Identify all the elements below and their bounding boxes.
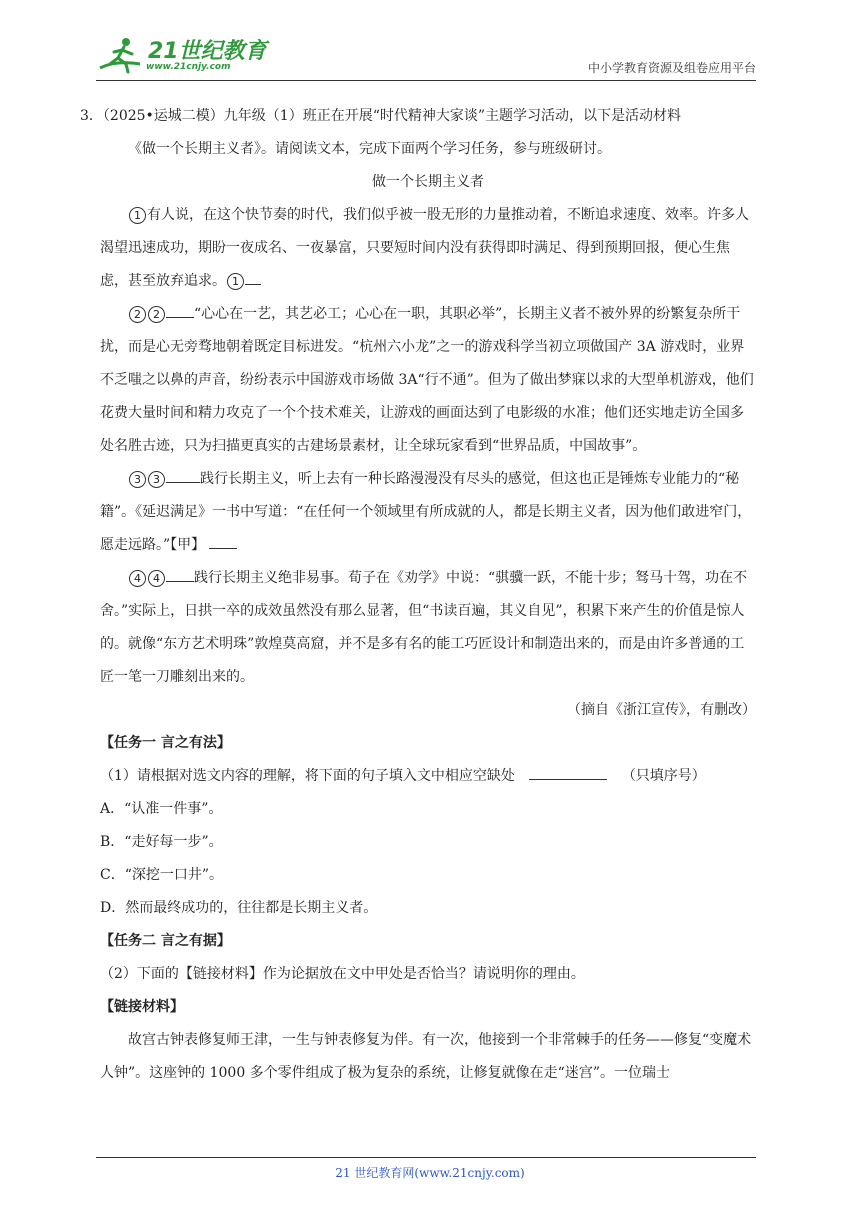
task-2-title: 【任务二 言之有据】: [100, 933, 231, 949]
link-material-title: 【链接材料】: [100, 999, 184, 1015]
answer-blank: [529, 765, 607, 780]
paragraph-2: [100, 298, 756, 463]
question-1-text: （1）请根据对选文内容的理解，将下面的句子填入文中相应空缺处: [100, 768, 515, 784]
paragraph-number: 1: [129, 207, 146, 224]
paragraph-text: 践行长期主义，听上去有一种长路漫漫没有尽头的感觉，但这也正是锤炼专业能力的“秘籍”。《延迟满足》一书中写道：“在任何一个领域里有所成就的人，都是长期主义者，因为他们敢进窄门，愿走远路。”: [100, 471, 752, 553]
answer-blank: [209, 534, 237, 549]
source-note: （摘自《浙江宣传》，有删改）: [567, 702, 756, 718]
option-d: D．然而最终成功的，往往都是长期主义者。: [100, 900, 378, 916]
paragraph-text: “心心在一艺，其艺必工；心心在一职，其职必举”，长期主义者不被外界的纷繁复杂所干扰，而是心无旁骛地朝着既定目标进发。“杭州六小龙”之一的游戏科学当初立项做国产 3A 游戏时，业界不乏嗤之以鼻的声音，纷纷表示中国游戏市场做 3A“行不通”。但为了做出梦寐以求的大型单机游戏，他们花费大量时间和精力攻克了一个个技术难关，让游戏的画面达到了电影级的水准；他们还实地走访全国多处名胜古迹，只为扫描更真实的古建场景素材，让全球玩家看到“世界品质，中国故事”。: [100, 306, 754, 454]
paragraph-4: [100, 562, 756, 694]
question-content: [80, 100, 756, 1090]
question-1-suffix: （只填序号）: [621, 768, 706, 784]
option-a: A．“认准一件事”。: [100, 801, 223, 817]
blank-number: 3: [148, 471, 165, 488]
answer-blank: [166, 468, 200, 483]
platform-name: 中小学教育资源及组卷应用平台: [587, 61, 756, 75]
answer-blank: [166, 303, 194, 318]
answer-blank: [166, 567, 194, 582]
blank-number: 2: [148, 306, 165, 323]
page-header: [96, 32, 756, 81]
article-title: 做一个长期主义者: [372, 174, 484, 190]
question-1: [100, 760, 756, 793]
intro-line-2: 《做一个长期主义者》。请阅读文本，完成下面两个学习任务，参与班级研讨。: [128, 141, 611, 157]
paragraph-number: 2: [129, 306, 146, 323]
blank-number: 1: [227, 273, 244, 290]
paragraph-3: [100, 463, 756, 562]
option-b: B．“走好每一步”。: [100, 834, 223, 850]
paragraph-text: 践行长期主义绝非易事。荀子在《劝学》中说：“骐骥一跃，不能十步；驽马十驾，功在不舍。”实际上，日拱一卒的成效虽然没有那么显著，但“书读百遍，其义自见”，积累下来产生的价值是惊人的。就像“东方艺术明珠”敦煌莫高窟，并不是多有名的能工巧匠设计和制造出来的，而是由许多普通的工匠一笔一刀雕刻出来的。: [100, 570, 748, 685]
intro-line-1: 3．（2025•运城二模）九年级（1）班正在开展“时代精神大家谈”主题学习活动，以下是活动材料: [80, 108, 682, 124]
footer-divider: [96, 1157, 756, 1158]
link-material-text: 故宫古钟表修复师王津，一生与钟表修复为伴。有一次，他接到一个非常棘手的任务——修复“变魔术人钟”。这座钟的 1000 多个零件组成了极为复杂的系统，让修复就像在走“迷宫”。一位瑞士: [100, 1032, 752, 1081]
paragraph-number: 3: [129, 471, 146, 488]
paragraph-1: [100, 199, 756, 298]
blank-number: 4: [148, 570, 165, 587]
logo-text: 21世纪教育: [148, 39, 267, 64]
footer-text[interactable]: 21 世纪教育网(www.21cnjy.com): [335, 1166, 525, 1180]
task-1-title: 【任务一 言之有法】: [100, 735, 231, 751]
mark-jia: 【甲】: [170, 537, 206, 553]
answer-blank: [245, 270, 261, 285]
logo-url: www.21cnjy.com: [146, 62, 231, 72]
question-2: （2）下面的【链接材料】作为论据放在文中甲处是否恰当？请说明你的理由。: [100, 966, 585, 982]
paragraph-number: 4: [129, 570, 146, 587]
paragraph-text: 有人说，在这个快节奏的时代，我们似乎被一股无形的力量推动着，不断追求速度、效率。许多人渴望迅速成功，期盼一夜成名、一夜暴富，只要短时间内没有获得即时满足、得到预期回报，便心生焦虑，甚至放弃追求。: [100, 207, 749, 289]
option-c: C．“深挖一口井”。: [100, 867, 224, 883]
